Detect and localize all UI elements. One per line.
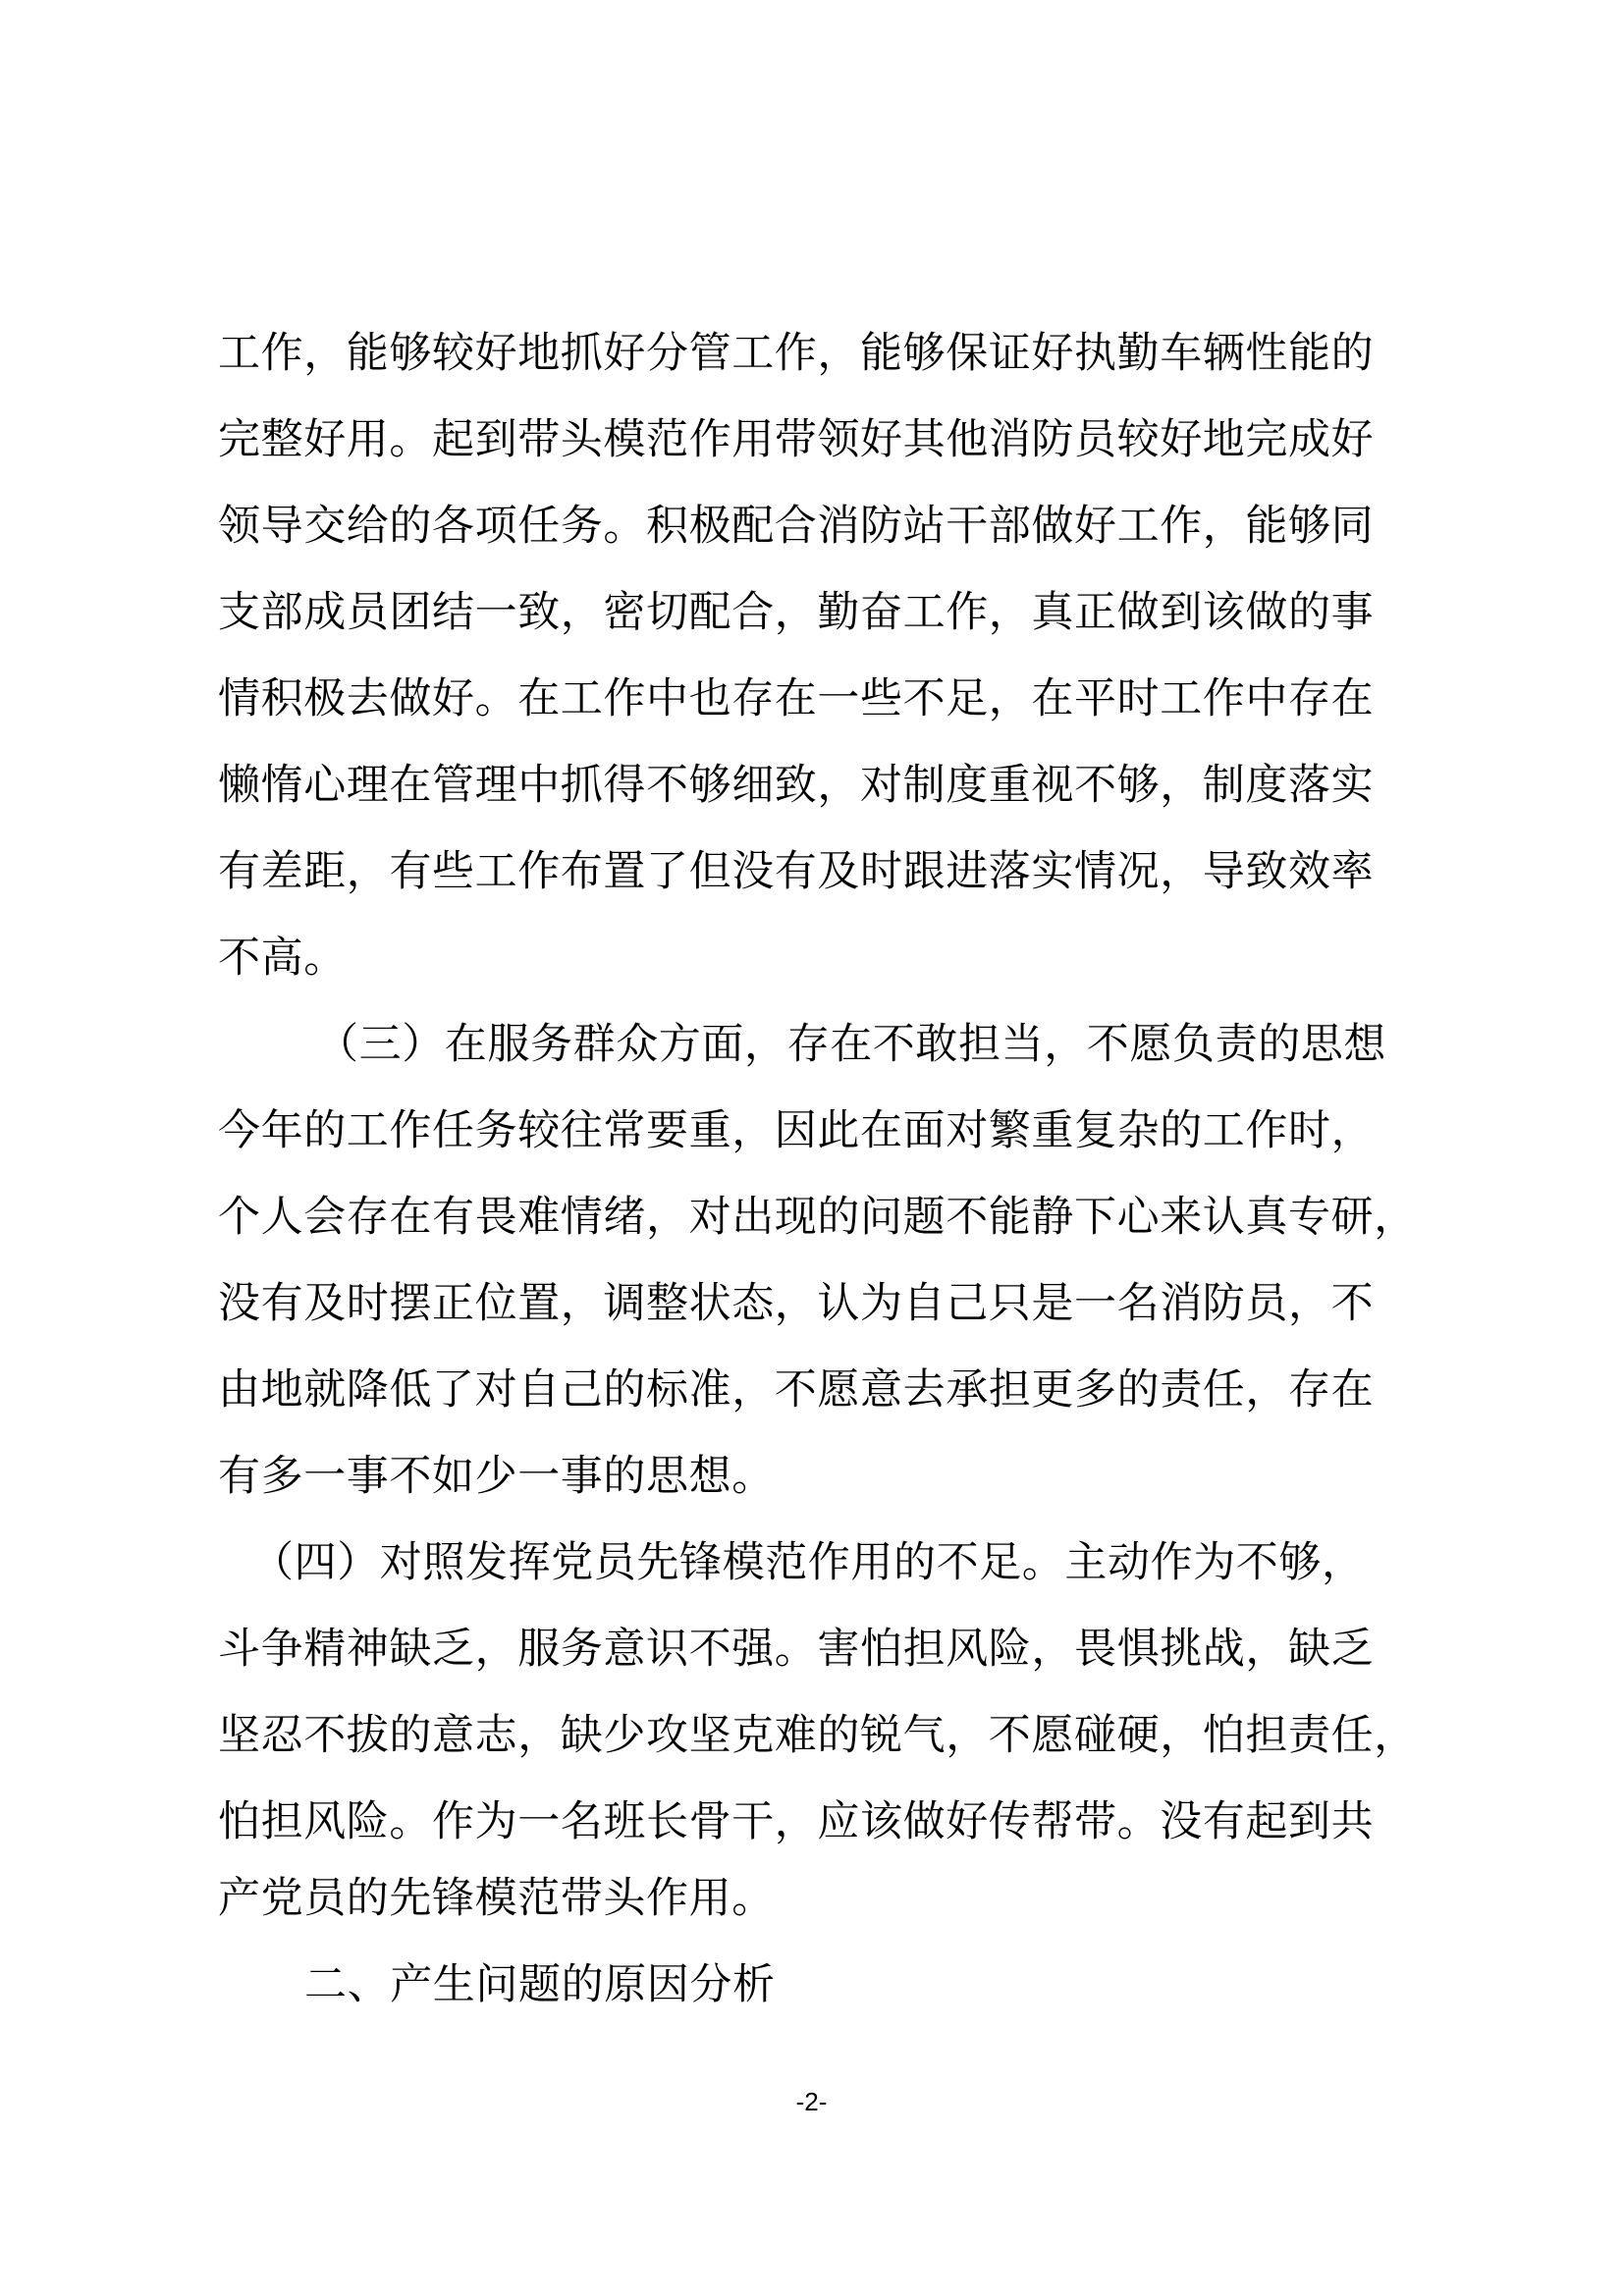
body-line-17: 坚忍不拔的意志，缺少攻坚克难的锐气，不愿碰硬，怕担责任， (218, 1711, 1417, 1760)
body-line-12: 没有及时摆正位置，调整状态，认为自己只是一名消防员，不 (218, 1279, 1375, 1328)
body-line-19: 产党员的先锋模范带头作用。 (218, 1874, 775, 1923)
body-line-7: 有差距，有些工作布置了但没有及时跟进落实情况，导致效率 (218, 847, 1375, 896)
body-line-11: 个人会存在有畏难情绪，对出现的问题不能静下心来认真专研， (218, 1193, 1417, 1242)
section-3-heading-line: （三）在服务群众方面，存在不敢担当，不愿负责的思想 (316, 1020, 1386, 1069)
body-line-1: 工作，能够较好地抓好分管工作，能够保证好执勤车辆性能的 (218, 329, 1375, 378)
body-line-3: 领导交给的各项任务。积极配合消防站干部做好工作，能够同 (218, 502, 1375, 551)
section-heading-cause-analysis: 二、产生问题的原因分析 (304, 1960, 776, 2009)
body-line-13: 由地就降低了对自己的标准，不愿意去承担更多的责任，存在 (218, 1365, 1375, 1415)
body-line-2: 完整好用。起到带头模范作用带领好其他消防员较好地完成好 (218, 415, 1375, 464)
body-line-10: 今年的工作任务较往常要重，因此在面对繁重复杂的工作时， (218, 1106, 1375, 1155)
body-line-5: 情积极去做好。在工作中也存在一些不足，在平时工作中存在 (218, 674, 1375, 723)
page-number: -2- (795, 2087, 828, 2116)
body-line-14: 有多一事不如少一事的思想。 (218, 1452, 775, 1501)
body-line-4: 支部成员团结一致，密切配合，勤奋工作，真正做到该做的事 (218, 588, 1375, 637)
body-line-18: 怕担风险。作为一名班长骨干，应该做好传帮带。没有起到共 (218, 1797, 1375, 1846)
section-4-heading-line: （四）对照发挥党员先锋模范作用的不足。主动作为不够， (251, 1538, 1365, 1587)
body-line-6: 懒惰心理在管理中抓得不够细致，对制度重视不够，制度落实 (218, 761, 1375, 810)
body-line-8: 不高。 (218, 934, 347, 983)
body-line-16: 斗争精神缺乏，服务意识不强。害怕担风险，畏惧挑战，缺乏 (218, 1625, 1375, 1674)
